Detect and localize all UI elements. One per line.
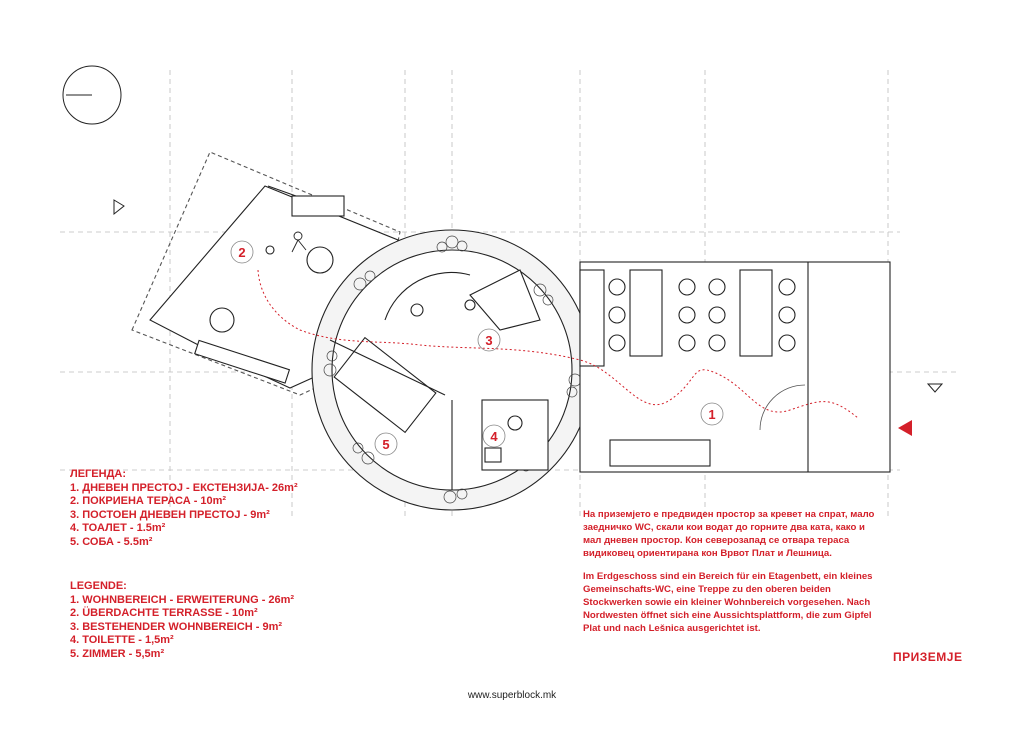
legend-de-item: 5. ZIMMER - 5,5m² xyxy=(70,647,165,660)
room-2-number: 2 xyxy=(238,245,246,260)
legend-mk-item: 3. ПОСТОЕН ДНЕВЕН ПРЕСТОЈ - 9m² xyxy=(70,508,270,521)
legend-mk-item: 1. ДНЕВЕН ПРЕСТОЈ - ЕКСТЕНЗИЈА- 26m² xyxy=(70,481,298,494)
legend-de-item: 2. ÜBERDACHTE TERRASSE - 10m² xyxy=(70,607,258,619)
legend-de-item: 4. TOILETTE - 1,5m² xyxy=(70,634,174,646)
legend-german xyxy=(70,580,294,661)
sheet-title: ПРИЗЕМЈЕ xyxy=(893,650,963,664)
footer-url[interactable]: www.superblock.mk xyxy=(467,690,557,701)
description-block xyxy=(583,508,883,645)
round-tower xyxy=(312,230,592,510)
room-4-number: 4 xyxy=(490,429,498,444)
legend-de-item: 3. BESTEHENDER WOHNBEREICH - 9m² xyxy=(70,620,283,633)
description-mk: На приземјето е предвиден простор за кревет на спрат, мало заедничко WC, скали кои водат до горните два ката, како и мал дневен простор. Кон северозапад се отвара тераса видиковец ориентирана кон Врвот Плат и Лешница. xyxy=(583,509,875,559)
room-5-number: 5 xyxy=(382,437,390,452)
entrance-arrow-icon xyxy=(898,420,912,436)
legend-mk-item: 5. СОБА - 5.5m² xyxy=(70,535,153,548)
legend-mk-item: 2. ПОКРИЕНА ТЕРАСА - 10m² xyxy=(70,495,227,507)
legend-mk-item: 4. ТОАЛЕТ - 1.5m² xyxy=(70,522,166,534)
north-arrow-icon xyxy=(63,66,121,124)
legend-de-item: 1. WOHNBEREICH - ERWEITERUNG - 26m² xyxy=(70,593,295,606)
room-3-number: 3 xyxy=(485,333,493,348)
description-de: Im Erdgeschoss sind ein Bereich für ein Etagenbett, ein kleines Gemeinschafts-WC, eine Treppe zu den oberen beiden Stockwerken sowie ein kleiner Wohnbereich vorgesehen. Nach Nordwesten öffnet sich eine Aussichtsplattform, die zum Gipfel Plat und nach Lešnica ausgerichtet ist. xyxy=(583,571,873,634)
legend-macedonian xyxy=(70,468,298,549)
legend-mk-title: ЛЕГЕНДА: xyxy=(70,468,127,480)
room-1-number: 1 xyxy=(708,407,716,422)
extension-wing xyxy=(580,262,890,472)
legend-de-title: LEGENDE: xyxy=(70,580,127,592)
